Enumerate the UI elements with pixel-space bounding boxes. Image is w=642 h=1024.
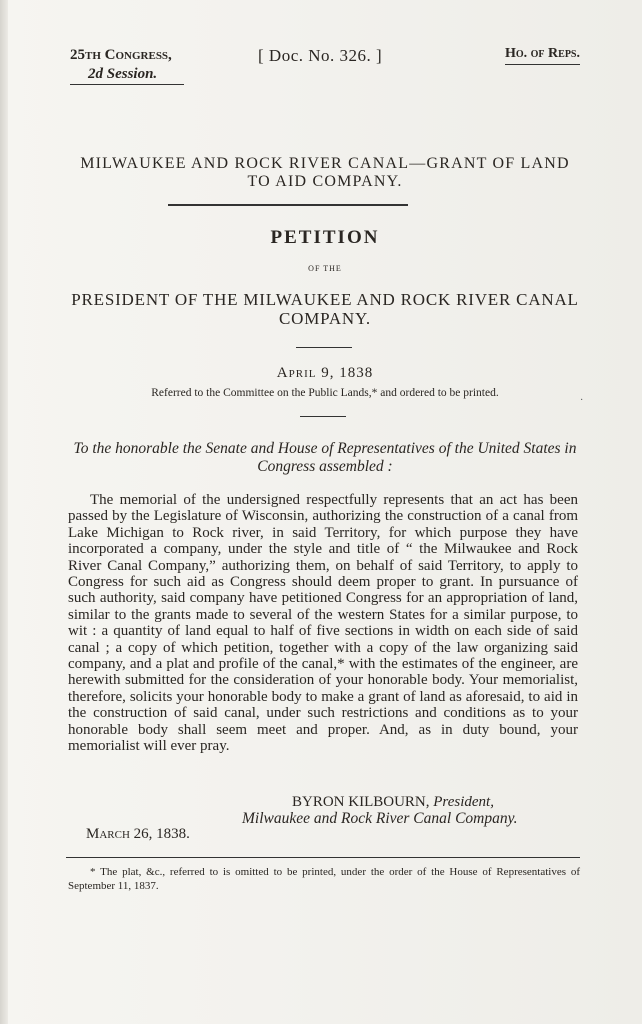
house-label: Ho. of Reps. bbox=[505, 46, 580, 65]
document-title: MILWAUKEE AND ROCK RIVER CANAL—GRANT OF LAND TO AID COMPANY. bbox=[80, 155, 570, 190]
document-header bbox=[70, 46, 580, 86]
signature-line bbox=[292, 794, 494, 811]
petition-heading: PETITION bbox=[270, 227, 380, 248]
signature-date: March 26, 1838. bbox=[86, 826, 190, 842]
signatory-name: BYRON KILBOURN, bbox=[292, 794, 430, 810]
page-edge-shadow bbox=[0, 0, 8, 1024]
memorial-body: The memorial of the undersigned respectfully represents that an act has been passed by the Legislature of Wisconsin, authorizing the construction of a canal from Lake Michigan to Rock river, in said Territory, for which purpose they have incorporated a company, under the style and title of “ the Milwaukee and Rock River Canal Company,” authorizing them, on behalf of said Territory, to apply to Congress for such aid as Congress should deem proper to grant. In pursuance of such authority, said company have petitioned Congress for an appropriation of land, similar to the grants made to several of the western States for a similar purpose, to wit : a quantity of land equal to half of five sections in width on each side of said canal ; a copy of which petition, together with a copy of the law organizing said company, and a plat and profile of the canal,* with the estimates of the engineer, are herewith submitted for the consideration of your honorable body. Your memorialist, therefore, solicits your honorable body to make a grant of land as aforesaid, to aid in the construction of said canal, under such restrictions and conditions as to your honorable body shall seem meet and proper. And, as in duty bound, your memorialist will ever pray. bbox=[68, 492, 578, 755]
salutation: To the honorable the Senate and House of Representatives of the United States in Congress assembled : bbox=[73, 440, 577, 475]
petition-date: April 9, 1838 bbox=[276, 365, 374, 381]
signatory-organization: Milwaukee and Rock River Canal Company. bbox=[242, 810, 518, 827]
margin-mark: · bbox=[580, 395, 584, 406]
congress-label: 25th Congress, bbox=[70, 47, 172, 63]
document-number: [ Doc. No. 326. ] bbox=[258, 46, 383, 65]
footnote-rule bbox=[66, 857, 580, 858]
petitioner-heading: PRESIDENT OF THE MILWAUKEE AND ROCK RIVER CANAL COMPANY. bbox=[71, 290, 579, 328]
referral-note: Referred to the Committee on the Public Lands,* and ordered to be printed. bbox=[151, 387, 499, 399]
congress-session bbox=[70, 46, 184, 85]
session-label: 2d Session. bbox=[70, 65, 184, 85]
footnote: * The plat, &c., referred to is omitted to be printed, under the order of the House of Representatives of September 11, 1837. bbox=[68, 866, 580, 892]
heading-rule bbox=[296, 347, 352, 348]
signatory-title: President, bbox=[429, 794, 494, 810]
of-the-label: OF THE bbox=[308, 264, 342, 273]
referral-rule bbox=[300, 416, 346, 417]
title-rule bbox=[168, 204, 408, 206]
